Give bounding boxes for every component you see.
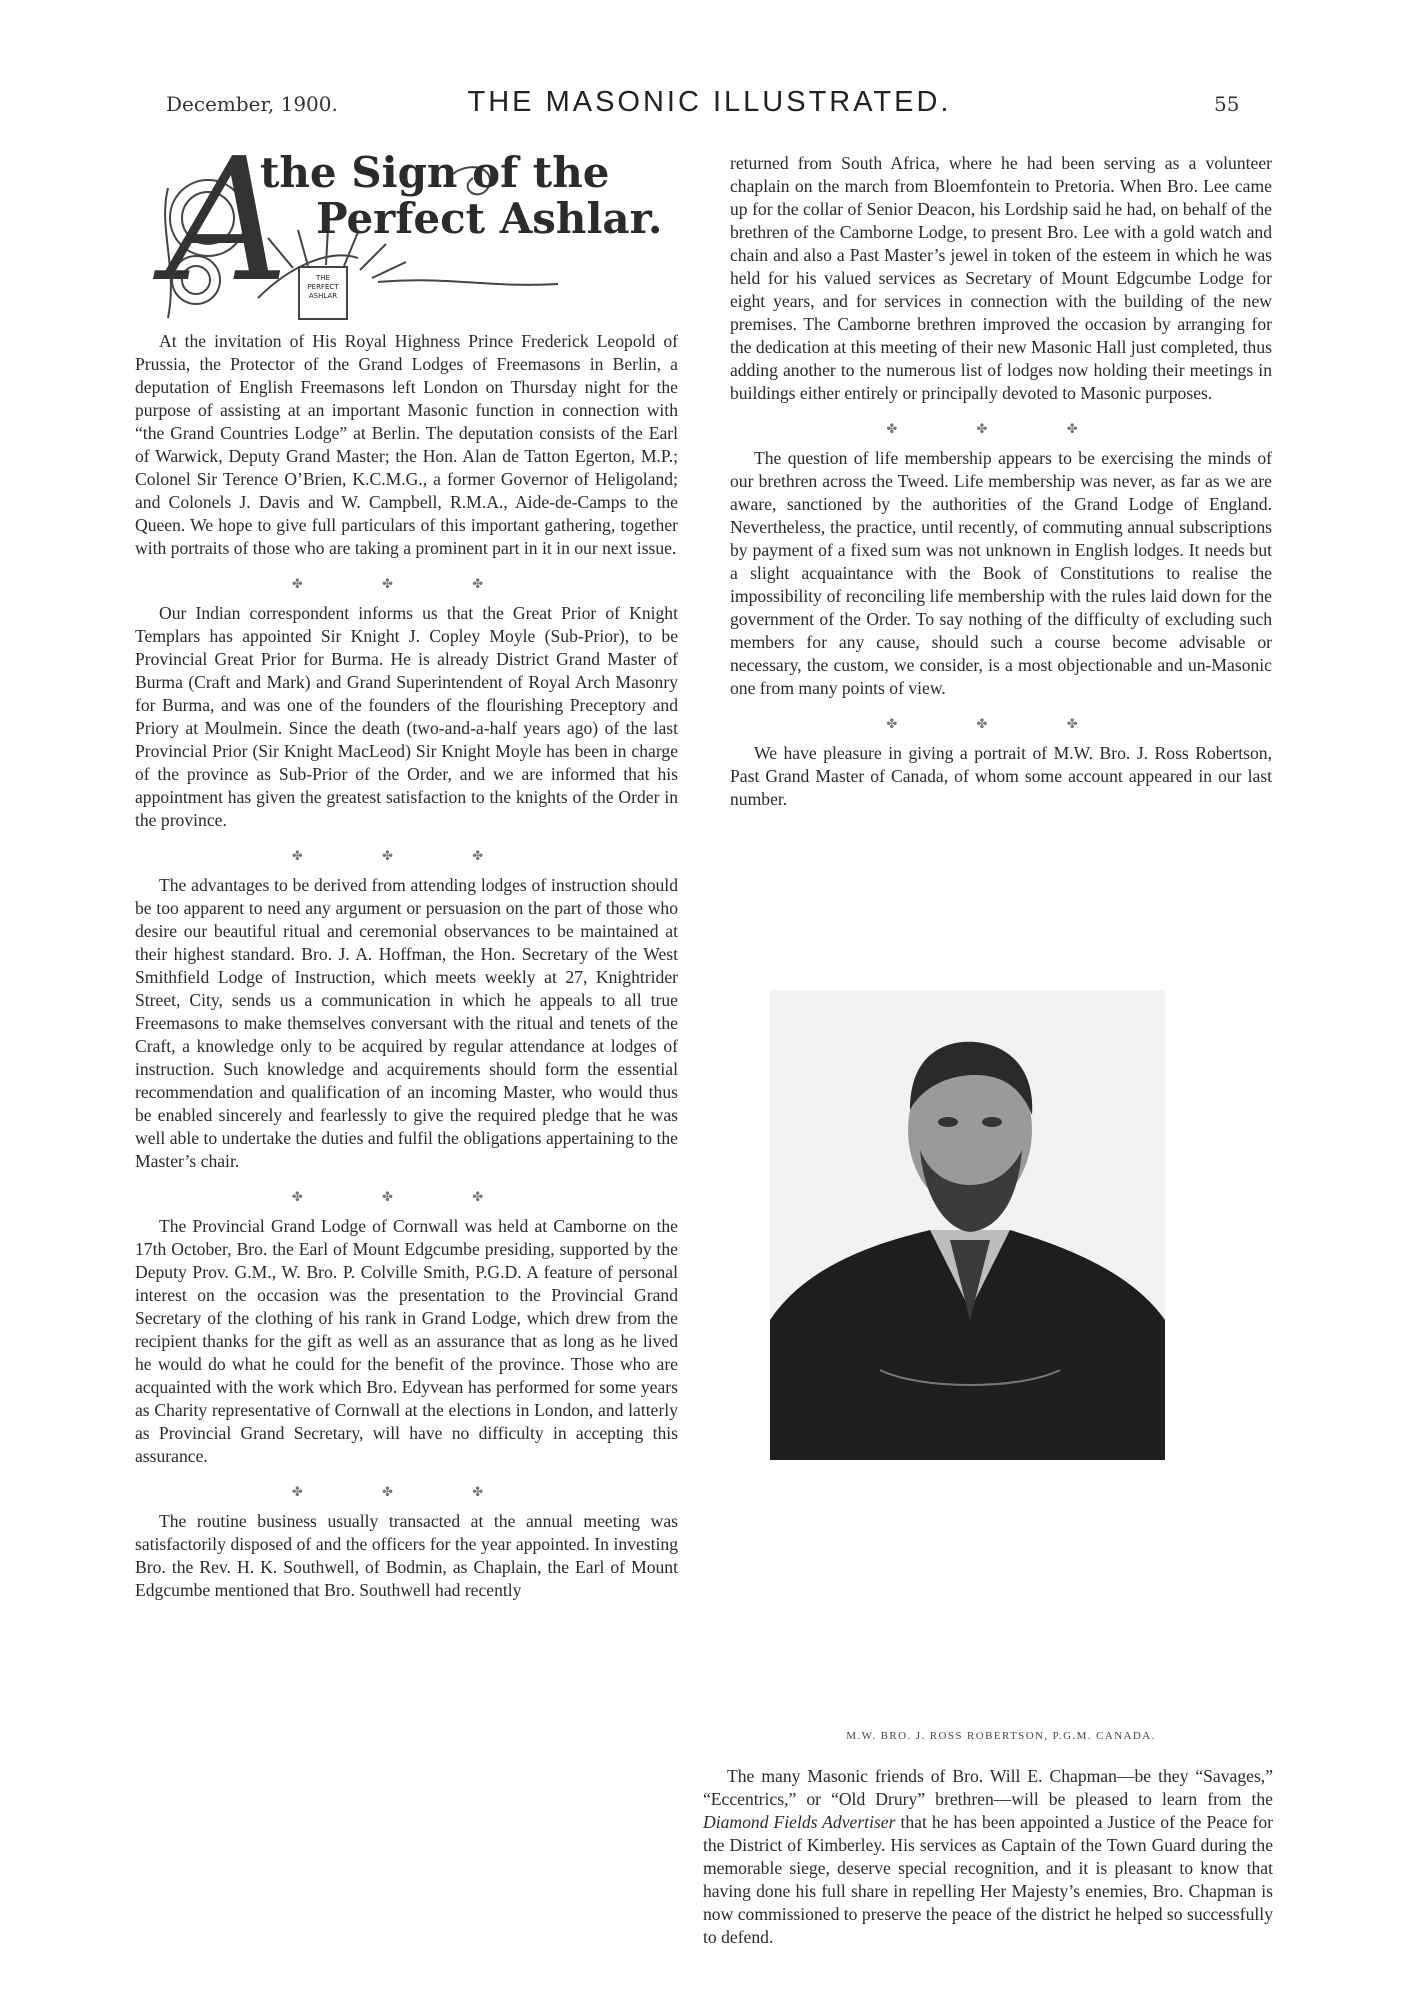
perfect-ashlar-stone: THE PERFECT ASHLAR [298, 266, 348, 320]
chapman-text-start: The many Masonic friends of Bro. Will E. Chapman—be they “Savages,” “Eccentrics,” or “Old Drury” brethren—will be pleased to learn from the [703, 1766, 1273, 1809]
article-annual-meeting: The routine business usually transacted at the annual meeting was satisfactorily disposed of and the officers for the year appointed. In investing Bro. the Rev. H. K. Southwell, of Bodmin, as Chaplain, the Earl of Mount Edgcumbe mentioned that Bro. Southwell had recently [135, 1511, 678, 1600]
article-portrait-intro: We have pleasure in giving a portrait of M.W. Bro. J. Ross Robertson, Past Grand Master of Canada, of whom some account appeared in our last number. [730, 743, 1272, 809]
right-column [730, 152, 1272, 827]
section-separator: ✤ ✤ ✤ [291, 1189, 522, 1204]
portrait-caption: M.W. BRO. J. ROSS ROBERTSON, P.G.M. CANADA. [846, 1730, 1156, 1742]
article-berlin-deputation: At the invitation of His Royal Highness Prince Frederick Leopold of Prussia, the Protector of the Grand Lodges of Freemasons in Berlin, a deputation of English Freemasons left London on Thursday night for the purpose of assisting at an important Masonic function in connection with “the Grand Countries Lodge” at Berlin. The deputation consists of the Earl of Warwick, Deputy Grand Master; the Hon. Alan de Tatton Egerton, M.P.; Colonel Sir Terence O’Brien, K.C.M.G., a former Governor of Heligoland; and Colonels J. Davis and W. Campbell, R.M.A., Aide-de-Camps to the Queen. We hope to give full particulars of this important gathering, together with portraits of those who are taking a prominent part in it in our next issue. [135, 331, 678, 558]
article-burma-prior: Our Indian correspondent informs us that the Great Prior of Knight Templars has appointed Sir Knight J. Copley Moyle (Sub-Prior), to be Provincial Great Prior for Burma. He is already District Grand Master of Burma (Craft and Mark) and Grand Superintendent of Royal Arch Masonry for Burma, and was one of the founders of the flourishing Preceptory and Priory at Moulmein. Since the death (two-and-a-half years ago) of the last Provincial Prior (Sir Knight MacLeod) Sir Knight Moyle has been in charge of the province as Sub-Prior of the Order, and we are informed that his appointment has given the greatest satisfaction to the knights of the Order in the province. [135, 603, 678, 830]
left-column [135, 330, 678, 1618]
ornate-initial: A [166, 122, 289, 320]
chapman-text-end: that he has been appointed a Justice of the Peace for the District of Kimberley. His services as Captain of the Town Guard during the memorable siege, deserve special recognition, and it is pleasant to know that having done his full share in repelling Her Majesty’s enemies, Bro. Chapman is now commissioned to preserve the peace of the district he helped so successfully to defend. [703, 1812, 1274, 1947]
heading-line-1: the Sign of the [260, 148, 610, 197]
issue-date: December, 1900. [166, 92, 338, 116]
section-heading-ornament [148, 122, 688, 324]
section-separator: ✤ ✤ ✤ [886, 716, 1116, 731]
article-lodges-of-instruction: The advantages to be derived from attending lodges of instruction should be too apparent to need any argument or persuasion on the part of those who desire our beautiful ritual and ceremonial observances to be maintained at their highest standard. Bro. J. A. Hoffman, the Hon. Secretary of the West Smithfield Lodge of Instruction, which meets weekly at 27, Knightrider Street, City, sends us a communication in which he appeals to all true Freemasons to make themselves conversant with the ritual and tenets of the Craft, a knowledge only to be acquired by regular attendance at lodges of instruction. Such knowledge and acquirements should form the essential recommendation and qualification of an incoming Master, who would thus be enabled sincerely and fearlessly to give the required pledge that he was well able to undertake the duties and fulfil the obligations appertaining to the Master’s chair. [135, 875, 678, 1171]
page-header [0, 86, 1419, 126]
article-cornwall-grand-lodge: The Provincial Grand Lodge of Cornwall was held at Camborne on the 17th October, Bro. the Earl of Mount Edgcumbe presiding, supported by the Deputy Prov. G.M., W. Bro. P. Colville Smith, P.G.D. A feature of personal interest on the occasion was the presentation to the Provincial Grand Secretary of the clothing of his rank in Grand Lodge, which drew from the recipient thanks for the gift as well as an assurance that as long as he lived he would do what he could for the benefit of the province. Those who are acquainted with the work which Bro. Edyvean has performed for some years as Charity representative of Cornwall at the elections in London, and latterly as Provincial Grand Secretary, will have no difficulty in accepting this assurance. [135, 1216, 678, 1466]
article-continuation: returned from South Africa, where he had been serving as a volunteer chaplain on the march from Bloemfontein to Pretoria. When Bro. Lee came up for the collar of Senior Deacon, his Lordship said he had, on behalf of the brethren of the Camborne Lodge, to present Bro. Lee with a gold watch and chain and also a Past Master’s jewel in token of the esteem in which he was held for his valued services as Secretary of Mount Edgcumbe Lodge for eight years, and for services in connection with the building of the new premises. The Camborne brethren improved the occasion by arranging for the dedication at this meeting of their new Masonic Hall just completed, thus adding another to the numerous list of lodges now holding their meetings in buildings either entirely or principally devoted to Masonic purposes. [730, 153, 1272, 403]
section-separator: ✤ ✤ ✤ [291, 576, 522, 591]
section-separator: ✤ ✤ ✤ [291, 1484, 522, 1499]
section-separator: ✤ ✤ ✤ [886, 421, 1116, 436]
article-chapman [703, 1765, 1273, 1949]
section-separator: ✤ ✤ ✤ [291, 848, 522, 863]
portrait-of-man-icon [770, 990, 1165, 1460]
newspaper-name: Diamond Fields Advertiser [703, 1812, 896, 1832]
portrait-photo [770, 990, 1165, 1460]
page-number: 55 [1214, 92, 1240, 116]
magazine-title: THE MASONIC ILLUSTRATED. [467, 86, 952, 118]
heading-line-2: Perfect Ashlar. [316, 194, 663, 243]
article-life-membership: The question of life membership appears to be exercising the minds of our brethren across the Tweed. Life membership was never, as far as we are aware, sanctioned by the authorities of the Grand Lodge of England. Nevertheless, the practice, until recently, of commuting annual subscriptions by payment of a fixed sum was not unknown in English lodges. It needs but a slight acquaintance with the Book of Constitutions to realise the impossibility of reconciling life membership with the rules laid down for the government of the Order. To say nothing of the difficulty of excluding such members for any cause, should such a course become advisable or necessary, the custom, we consider, is a most objectionable and un-Masonic one from many points of view. [730, 448, 1272, 698]
right-column-bottom [703, 1765, 1273, 1965]
